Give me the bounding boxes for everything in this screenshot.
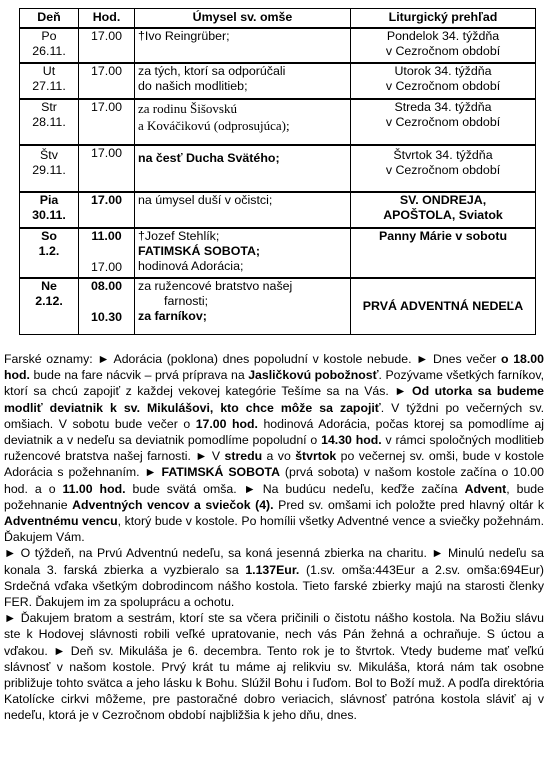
day-date: 27.11. xyxy=(32,79,66,93)
intention-text: za tých, ktorí sa odporúčali xyxy=(138,64,286,78)
liturgy-cell xyxy=(351,228,536,278)
announcement-paragraph xyxy=(4,351,544,545)
liturgy-line: Panny Márie v sobotu xyxy=(378,229,508,243)
liturgy-cell xyxy=(351,192,536,228)
hour-value: 17.00 xyxy=(90,193,122,207)
day-name: Ne xyxy=(41,279,57,293)
text-run: Farské oznamy: ► Adorácia (poklona) dnes popoludní v kostole nebude. ► Dnes večer xyxy=(4,352,497,366)
hour-cell xyxy=(79,228,135,278)
text-run: a vo xyxy=(262,449,296,464)
hour-value: 08.00 xyxy=(90,279,122,293)
liturgy-line: Pondelok 34. týždňa xyxy=(386,29,500,43)
text-run: , bude požehnanie xyxy=(4,481,544,512)
liturgy-line: APOŠTOLA, Sviatok xyxy=(383,208,503,222)
parish-announcements xyxy=(4,351,544,724)
day-date: 30.11. xyxy=(32,208,66,222)
day-date: 1.2. xyxy=(38,244,60,258)
day-name: Str xyxy=(41,100,57,114)
table-row-friday xyxy=(20,192,536,228)
hour-value: 17.00 xyxy=(90,100,122,114)
announcement-paragraph xyxy=(4,545,544,610)
table-row-tuesday xyxy=(20,63,536,99)
hour-value: 10.30 xyxy=(90,310,122,324)
header-hour: Hod. xyxy=(79,9,135,29)
liturgy-cell xyxy=(351,99,536,145)
intention-text: farnosti; xyxy=(164,294,209,308)
text-run: Jasličkovú pobožnosť xyxy=(248,368,379,383)
text-run: po večernej sv. omši, bude v kostole Adorácia s požehnaním. ► xyxy=(4,449,544,480)
text-run: hodinová Adorácia, počas ktorej sa pomodlíme aj deviatnik a v nedeľu sa deviatnik pomodlíme popoludní o xyxy=(4,416,545,448)
intention-cell xyxy=(135,145,351,192)
intention-text: hodinová Adorácia; xyxy=(138,259,244,273)
text-run: (1.sv. omša:443Eur a 2.sv. omša:694Eur) Srdečná vďaka všetkým dobrodincom nášho kostola. Tieto farské zbierky majú na starosti členky FER. Ďakujem im za spoluprácu a ochotu. xyxy=(4,562,544,610)
text-run: . V týždni po večerných sv. omšiach. V sobotu bude večer o xyxy=(4,400,544,431)
day-cell xyxy=(20,145,79,192)
table-row-monday xyxy=(20,28,536,63)
liturgy-line: Utorok 34. týždňa xyxy=(394,64,492,78)
liturgy-line: Štvrtok 34. týždňa xyxy=(393,148,493,162)
text-run: o 18.00 hod. xyxy=(4,352,544,383)
text-run: ► O týždeň, na Prvú Adventnú nedeľu, sa koná jesenná zbierka na charitu. ► Minulú nedeľu sa konala 3. farská zbierka a vyzbieralo sa xyxy=(4,546,544,577)
hour-cell xyxy=(79,192,135,228)
day-date: 28.11. xyxy=(32,115,66,129)
liturgy-cell xyxy=(351,28,536,63)
day-cell xyxy=(20,99,79,145)
liturgy-line: Streda 34. týždňa xyxy=(394,100,492,114)
text-run: FATIMSKÁ SOBOTA xyxy=(161,465,281,480)
day-cell xyxy=(20,63,79,99)
intention-text: za farníkov; xyxy=(138,309,207,323)
text-run: Advent xyxy=(464,481,507,496)
text-run: bude na fare nácvik – prvá príprava na xyxy=(29,368,249,383)
day-cell xyxy=(20,278,79,334)
intention-text: FATIMSKÁ SOBOTA; xyxy=(138,244,261,258)
liturgy-cell xyxy=(351,278,536,334)
hour-value: 17.00 xyxy=(90,260,122,274)
text-run: (prvá sobota) v našom kostole začína o 10.00 hod. a o xyxy=(4,465,544,496)
text-run: , ktorý bude v kostole. Po homílii všetky Adventné vence a sviečky požehnám. Ďakujem Vám. xyxy=(4,514,544,545)
intention-text: do našich modlitieb; xyxy=(138,79,248,93)
day-date: 29.11. xyxy=(32,163,66,177)
day-name: Štv xyxy=(40,148,58,162)
table-header-row xyxy=(20,9,536,29)
table-row-wednesday xyxy=(20,99,536,145)
day-cell xyxy=(20,28,79,63)
hour-value: 11.00 xyxy=(91,229,122,243)
intention-text: †Ivo Reingrüber; xyxy=(138,29,230,43)
announcement-paragraph xyxy=(4,610,544,723)
intention-text: na česť Ducha Svätého; xyxy=(138,151,280,165)
text-run: v rámci spoločných modlitieb ružencové bratstva našej farnosti. ► V xyxy=(4,433,545,464)
day-cell xyxy=(20,228,79,278)
text-run: . Pozývame všetkých farníkov, ktorí sa chcú zapojiť z každej vekovej kategórie Tešíme sa na Vás. ► xyxy=(4,368,544,399)
text-run: Adventných vencov a sviečok (4). xyxy=(72,497,274,512)
hour-cell xyxy=(79,63,135,99)
table-row-saturday xyxy=(20,228,536,278)
intention-text: a Kováčikovú (odprosujúca); xyxy=(138,118,290,133)
text-run: Od utorka sa budeme modliť deviatnik k sv. Mikulášovi, kto chce môže sa zapojiť xyxy=(4,384,544,415)
day-name: Pia xyxy=(39,193,59,207)
intention-text: na úmysel duší v očistci; xyxy=(138,193,273,207)
mass-schedule-table xyxy=(19,8,536,335)
day-name: Ut xyxy=(42,64,56,78)
hour-cell xyxy=(79,278,135,334)
table-row-sunday xyxy=(20,278,536,334)
text-run: Adventnému vencu xyxy=(4,514,118,529)
liturgy-cell xyxy=(351,145,536,192)
intention-text: za rodinu Šišovskú xyxy=(138,101,237,116)
hour-value: 17.00 xyxy=(90,29,122,43)
text-run: stredu xyxy=(224,449,263,464)
intention-cell xyxy=(135,99,351,145)
text-run: ► Ďakujem bratom a sestrám, ktorí ste sa včera pričinili o čistotu nášho kostola. Na Božiu slávu ste k Hodovej slávnosti robili veľké upratovanie, nech vás Pán žehná a ochraňuje. S úctou a vďakou. ► Deň sv. Mikuláša je 6. decembra. Tento rok je to štvrtok. Vtedy budeme mať veľkú slávnosť v našom kostole. Prvý krát tu máme aj relikviu sv. Mikuláša, ktorá nám tak osobne približuje tohto svätca a jeho lásku k Bohu. Slúžil Bohu i ľuďom. Bol to Boží muž. A podľa direktória Katolícke cirkvi môžeme, pre pastoračné dobro veriacich, slávnosť patróna kostola sláviť aj v nedeľu, ktorá je v Cezročnom období najbližšia k jeho dňu, dnes. xyxy=(4,611,544,723)
hour-cell xyxy=(79,99,135,145)
liturgy-line: SV. ONDREJA, xyxy=(399,193,487,207)
liturgy-line: v Cezročnom období xyxy=(385,115,501,129)
text-run: štvrtok xyxy=(295,449,337,464)
text-run: Pred sv. omšami ich položte pred hlavný oltár k xyxy=(273,497,544,512)
header-liturgy: Liturgický prehľad xyxy=(351,9,536,29)
intention-cell xyxy=(135,228,351,278)
intention-cell xyxy=(135,192,351,228)
day-date: 2.12. xyxy=(35,294,63,308)
text-run: 17.00 hod. xyxy=(195,416,258,431)
intention-cell xyxy=(135,63,351,99)
hour-cell xyxy=(79,145,135,192)
table-row-thursday xyxy=(20,145,536,192)
hour-value: 17.00 xyxy=(90,64,122,78)
day-name: So xyxy=(41,229,57,243)
day-date: 26.11. xyxy=(32,44,66,58)
text-run: 1.137Eur. xyxy=(245,562,300,577)
header-intention: Úmysel sv. omše xyxy=(135,9,351,29)
liturgy-line: PRVÁ ADVENTNÁ NEDEĽA xyxy=(362,298,524,313)
intention-cell xyxy=(135,278,351,334)
liturgy-line: v Cezročnom období xyxy=(385,163,501,177)
liturgy-cell xyxy=(351,63,536,99)
text-run: 14.30 hod. xyxy=(321,433,382,448)
intention-text: za ružencové bratstvo našej xyxy=(138,279,293,293)
text-run: bude svätá omša. ► Na budúcu nedeľu, keďže začína xyxy=(125,481,465,496)
hour-cell xyxy=(79,28,135,63)
day-name: Po xyxy=(41,29,57,43)
intention-text: †Jozef Stehlík; xyxy=(138,229,220,243)
liturgy-line: v Cezročnom období xyxy=(385,79,501,93)
hour-value: 17.00 xyxy=(90,146,122,160)
header-day: Deň xyxy=(20,9,79,29)
intention-cell xyxy=(135,28,351,63)
day-cell xyxy=(20,192,79,228)
text-run: 11.00 hod. xyxy=(62,481,126,496)
liturgy-line: v Cezročnom období xyxy=(385,44,501,58)
